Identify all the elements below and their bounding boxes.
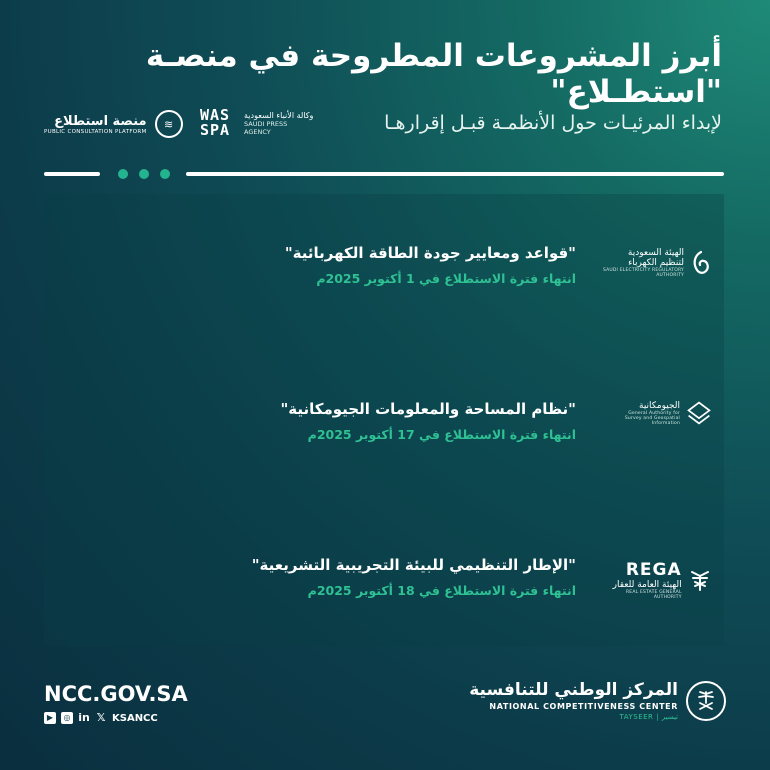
ncc-name-ar: المركز الوطني للتنافسية bbox=[469, 680, 678, 700]
saudi-emblem-icon bbox=[686, 681, 726, 721]
spa-logo-en2: AGENCY bbox=[244, 127, 271, 136]
spa-logo-mark: WAS SPA bbox=[200, 106, 231, 139]
authority-name-ar: الهيئة العامة للعقار bbox=[612, 580, 682, 590]
project-title: "الإطار التنظيمي للبيئة التجريبية التشريعية" bbox=[251, 556, 576, 574]
ncc-logo bbox=[469, 680, 726, 721]
authority-logo bbox=[602, 400, 712, 426]
page-subtitle: لإبداء المرئيـات حول الأنظمـة قبـل إقرارهـا bbox=[384, 112, 722, 134]
divider-short bbox=[44, 172, 100, 176]
authority-name-en: REAL ESTATE GENERAL AUTHORITY bbox=[625, 590, 682, 600]
project-card bbox=[44, 346, 724, 496]
instagram-icon[interactable]: ◎ bbox=[61, 712, 73, 724]
spa-logo-arabic: وكالة الأنباء السعودية bbox=[244, 110, 314, 120]
website-url[interactable]: NCC.GOV.SA bbox=[44, 682, 188, 706]
x-icon[interactable]: 𝕏 bbox=[96, 711, 106, 724]
spa-logo-en1: SAUDI PRESS bbox=[244, 119, 288, 128]
rega-mark: REGA bbox=[625, 560, 682, 580]
project-title: "نظام المساحة والمعلومات الجيومكانية" bbox=[280, 400, 576, 418]
geospatial-emblem-icon bbox=[686, 400, 712, 426]
social-handle: KSANCC bbox=[112, 712, 158, 724]
spa-logo bbox=[200, 108, 313, 138]
page-title: أبرز المشروعات المطروحة في منصـة "استطـلاع" bbox=[145, 38, 722, 110]
project-date: انتهاء فترة الاستطلاع في 1 أكتوبر 2025م bbox=[316, 271, 576, 286]
project-title: "قواعد ومعايير جودة الطاقة الكهربائية" bbox=[284, 244, 576, 262]
authority-name-en: SAUDI ELECTRICITY REGULATORY AUTHORITY bbox=[602, 268, 684, 278]
authority-name-en: General Authority for Survey and Geospatial Information bbox=[624, 410, 680, 426]
authority-name-ar: الهيئة السعودية لتنظيم الكهرباء bbox=[627, 248, 684, 268]
consultation-platform-logo bbox=[44, 110, 183, 138]
linkedin-icon[interactable]: in bbox=[78, 711, 90, 724]
project-date: انتهاء فترة الاستطلاع في 17 أكتوبر 2025م bbox=[307, 427, 576, 442]
project-card bbox=[44, 194, 724, 344]
seta-emblem-icon bbox=[690, 250, 712, 276]
palm-emblem-icon bbox=[688, 567, 712, 593]
project-card bbox=[44, 498, 724, 646]
divider-long bbox=[186, 172, 724, 176]
social-links bbox=[44, 712, 158, 724]
dot bbox=[118, 169, 128, 179]
youtube-icon[interactable]: ▶ bbox=[44, 712, 56, 724]
authority-logo bbox=[602, 560, 712, 600]
pcp-logo-arabic: منصة استطلاع bbox=[54, 113, 147, 129]
dot bbox=[160, 169, 170, 179]
authority-name-ar: الجيومكانية bbox=[639, 400, 680, 411]
pcp-logo-english: PUBLIC CONSULTATION PLATFORM bbox=[44, 128, 147, 135]
decorative-dots bbox=[118, 169, 170, 179]
authority-logo bbox=[602, 248, 712, 278]
ncc-tayseer: TAYSEER | تيسير bbox=[619, 713, 678, 721]
consultation-platform-icon: ≋ bbox=[155, 110, 183, 138]
project-date: انتهاء فترة الاستطلاع في 18 أكتوبر 2025م bbox=[307, 583, 576, 598]
dot bbox=[139, 169, 149, 179]
ncc-name-en: NATIONAL COMPETITIVENESS CENTER bbox=[489, 702, 678, 711]
